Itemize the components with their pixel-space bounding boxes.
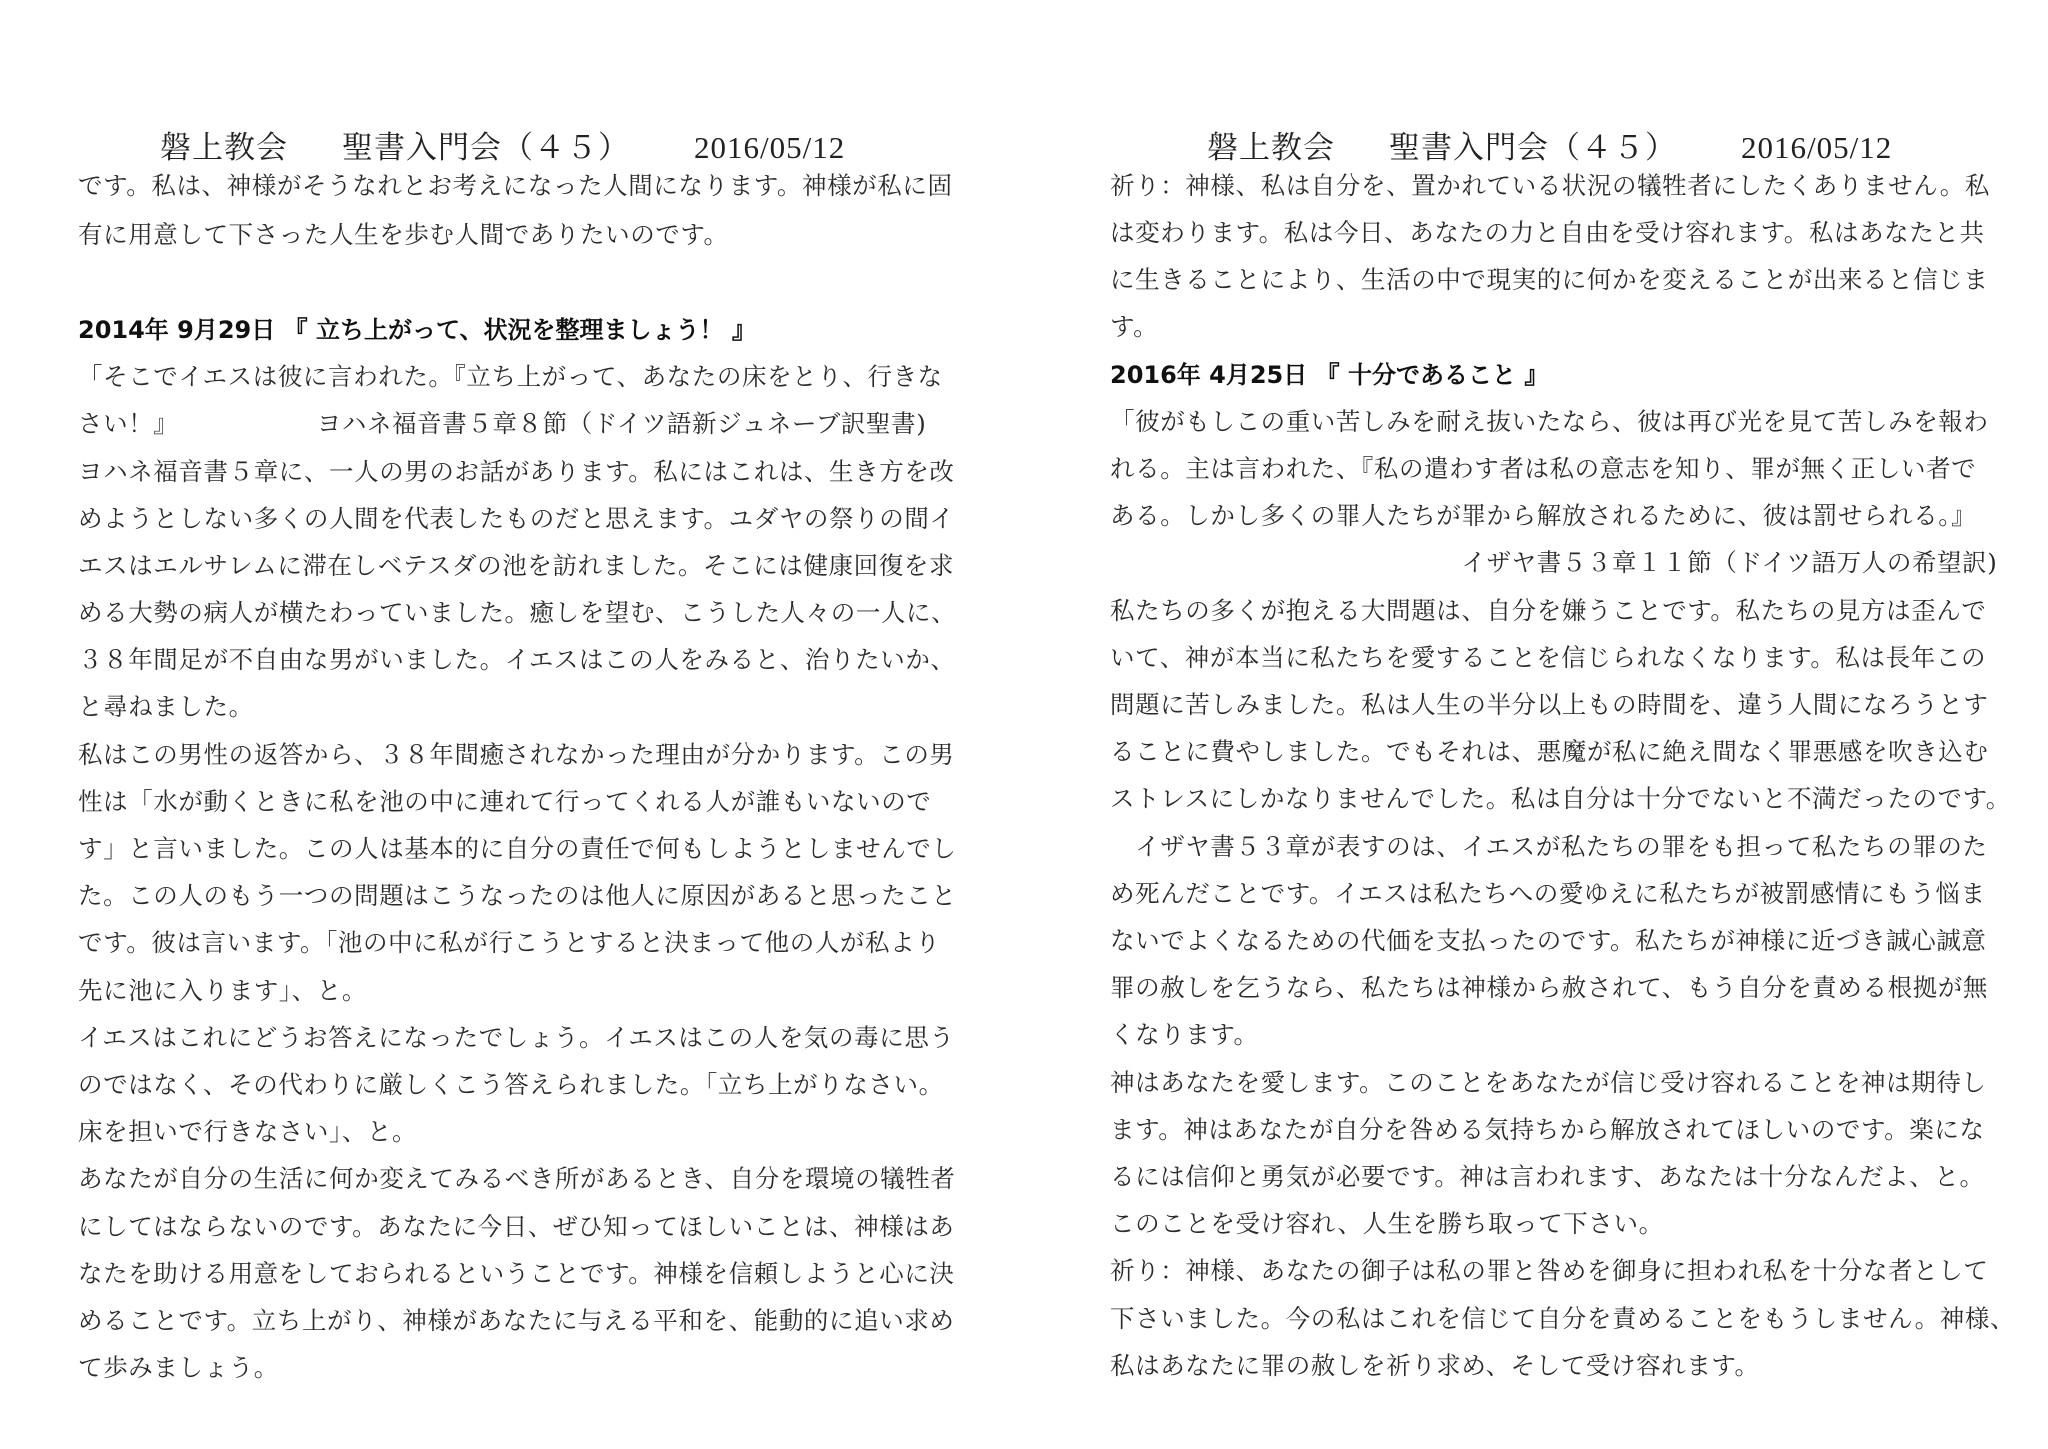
section-heading: 2016年 4月25日 『 十分であること 』 — [1110, 361, 1549, 389]
body-line: ないでよくなるための代価を支払ったのです。私たちが神様に近づき誠心誠意 — [1110, 926, 1987, 955]
body-line: イエスはこれにどうお答えになったでしょう。イエスはこの人を気の毒に思う — [78, 1023, 955, 1052]
body-line: このことを受け容れ、人生を勝ち取って下さい。 — [1110, 1209, 1664, 1238]
body-line: にしてはならないのです。あなたに今日、ぜひ知ってほしいことは、神様はあ — [78, 1212, 955, 1241]
prayer-line: は変わります。私は今日、あなたの力と自由を受け容れます。私はあなたと共 — [1110, 218, 1985, 247]
body-line: 先に池に入ります」、と。 — [78, 976, 367, 1005]
body-line: ３８年間足が不自由な男がいました。イエスはこの人をみると、治りたいか、 — [78, 645, 956, 674]
body-line: ることに費やしました。でもそれは、悪魔が私に絶え間なく罪悪感を吹き込む — [1110, 737, 1989, 766]
body-line: ストレスにしかなりませんでした。私は自分は十分でないと不満だったのです。 — [1110, 784, 2011, 813]
section-heading: 2014年 9月29日 『 立ち上がって、状況を整理ましょう！ 』 — [78, 316, 756, 344]
body-line: くなります。 — [1110, 1020, 1259, 1049]
prayer-line: 私はあなたに罪の赦しを祈り求め、そして受け容れます。 — [1110, 1351, 1760, 1380]
church-name: 磐上教会 — [160, 130, 288, 165]
scripture-reference: イザヤ書５３章１１節（ドイツ語万人の希望訳) — [1110, 548, 1998, 577]
page-header — [1207, 122, 1892, 167]
body-line: 床を担いで行きなさい」、と。 — [78, 1117, 418, 1146]
prayer-line: 祈り：神様、あなたの御子は私の罪と咎めを御身に担われ私を十分な者として — [1110, 1256, 1989, 1285]
body-line: です。私は、神様がそうなれとお考えになった人間になります。神様が私に固 — [78, 171, 953, 200]
body-line: す」と言いました。この人は基本的に自分の責任で何もしようとしませんでし — [78, 834, 957, 863]
body-line: めようとしない多くの人間を代表したものだと思えます。ユダヤの祭りの間イ — [78, 504, 955, 533]
right-page — [1024, 0, 2048, 1449]
body-line: なたを助ける用意をしておられるということです。神様を信頼しようと心に決 — [78, 1259, 955, 1288]
prayer-line: す。 — [1110, 312, 1159, 341]
body-line: あなたが自分の生活に何か変えてみるべき所があるとき、自分を環境の犠牲者 — [78, 1164, 956, 1193]
body-line: と尋ねました。 — [78, 692, 254, 721]
church-name: 磐上教会 — [1207, 130, 1335, 165]
page-header — [160, 122, 845, 167]
header-date: 2016/05/12 — [694, 130, 846, 165]
body-line: 神はあなたを愛します。このことをあなたが信じ受け容れることを神は期待し — [1110, 1068, 1987, 1097]
body-line: た。この人のもう一つの問題はこうなったのは他人に原因があると思ったこと — [78, 881, 957, 910]
body-line: イザヤ書５３章が表すのは、イエスが私たちの罪をも担って私たちの罪のた — [1110, 832, 1988, 861]
body-line: て歩みましょう。 — [78, 1353, 279, 1382]
body-line: めることです。立ち上がり、神様があなたに与える平和を、能動的に追い求め — [78, 1306, 955, 1335]
body-line: です。彼は言います。「池の中に私が行こうとすると決まって他の人が私より — [78, 928, 941, 957]
body-line: るには信仰と勇気が必要です。神は言われます、あなたは十分なんだよ、と。 — [1110, 1162, 1985, 1191]
prayer-line: に生きることにより、生活の中で現実的に何かを変えることが出来ると信じま — [1110, 265, 1989, 294]
body-line: 私はこの男性の返答から、３８年間癒されなかった理由が分かります。この男 — [78, 740, 955, 769]
body-line: エスはエルサレムに滞在しベテスダの池を訪れました。そこには健康回復を求 — [78, 551, 955, 580]
body-line: いて、神が本当に私たちを愛することを信じられなくなります。私は長年この — [1110, 643, 1987, 672]
scripture-quote: 「そこでイエスは彼に言われた。『立ち上がって、あなたの床をとり、行きな — [78, 362, 943, 391]
body-line: める大勢の病人が横たわっていました。癒しを望む、こうした人々の一人に、 — [78, 598, 957, 627]
body-line: ヨハネ福音書５章に、一人の男のお話があります。私にはこれは、生き方を改 — [78, 457, 955, 486]
session-title: 聖書入門会（４５） — [342, 130, 630, 165]
body-line: 性は「水が動くときに私を池の中に連れて行ってくれる人が誰もいないので — [78, 787, 932, 816]
body-line: のではなく、その代わりに厳しくこう答えられました。「立ち上がりなさい。 — [78, 1070, 944, 1099]
header-date: 2016/05/12 — [1741, 130, 1893, 165]
body-line: 有に用意して下さった人生を歩む人間でありたいのです。 — [78, 220, 729, 249]
body-line: め死んだことです。イエスは私たちへの愛ゆえに私たちが被罰感情にもう悩ま — [1110, 879, 1986, 908]
session-title: 聖書入門会（４５） — [1389, 130, 1677, 165]
body-line: ます。神はあなたが自分を咎める気持ちから解放されてほしいのです。楽にな — [1110, 1115, 1985, 1144]
scripture-quote: れる。主は言われた、『私の遣わす者は私の意志を知り、罪が無く正しい者で — [1110, 454, 1977, 483]
prayer-line: 祈り：神様、私は自分を、置かれている状況の犠牲者にしたくありません。私 — [1110, 171, 1990, 200]
scripture-quote: ある。しかし多くの罪人たちが罪から解放されるために、彼は罰せられる。』 — [1110, 501, 1977, 530]
body-line: 私たちの多くが抱える大問題は、自分を嫌うことです。私たちの見方は歪んで — [1110, 596, 1987, 625]
body-line: 罪の赦しを乞うなら、私たちは神様から赦されて、もう自分を責める根拠が無 — [1110, 973, 1989, 1002]
scripture-reference: さい！』 ヨハネ福音書５章８節（ドイツ語新ジュネーブ訳聖書) — [78, 409, 927, 438]
prayer-line: 下さいました。今の私はこれを信じて自分を責めることをもうしません。神様、 — [1110, 1304, 2016, 1333]
body-line: 問題に苦しみました。私は人生の半分以上もの時間を、違う人間になろうとす — [1110, 690, 1989, 719]
scripture-quote: 「彼がもしこの重い苦しみを耐え抜いたなら、彼は再び光を見て苦しみを報わ — [1110, 407, 1989, 436]
